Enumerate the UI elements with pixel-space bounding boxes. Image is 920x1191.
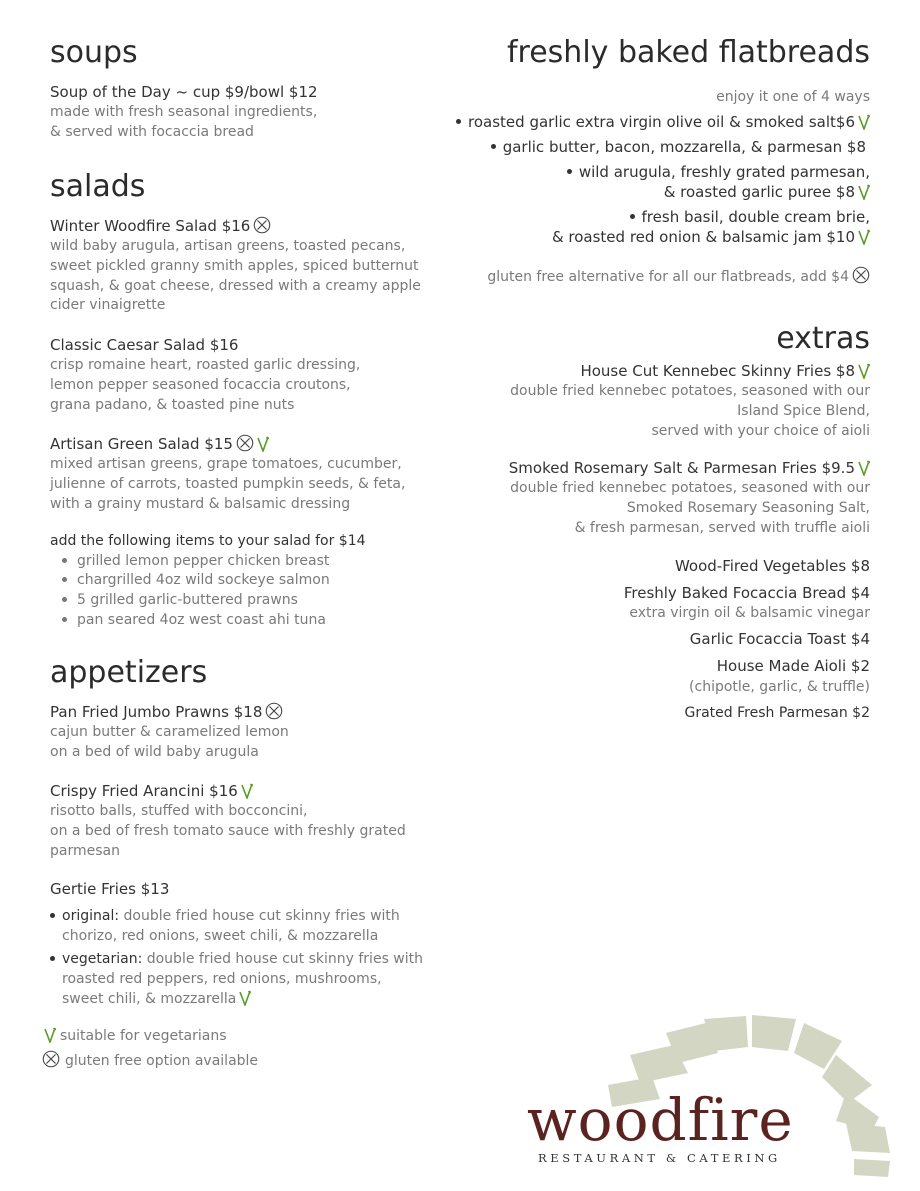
item-desc: julienne of carrots, toasted pumpkin seeds, & feta,: [50, 476, 406, 492]
item-name: Artisan Green Salad $15: [50, 435, 233, 453]
item-skinny-fries: [580, 361, 870, 381]
logo-wordmark: woodfire: [527, 1086, 794, 1154]
flatbread-gf-note: [487, 266, 870, 287]
vegetarian-icon: [239, 990, 251, 1006]
gluten-free-icon: [265, 702, 283, 720]
vegetarian-icon: [858, 184, 870, 200]
note-text: gluten free alternative for all our flatbreads, add $4: [487, 269, 849, 285]
item-desc: with a grainy mustard & balsamic dressing: [50, 496, 351, 512]
item-desc: grana padano, & toasted pine nuts: [50, 397, 295, 413]
addon-item: pan seared 4oz west coast ahi tuna: [50, 610, 326, 630]
option-text: & roasted garlic puree $8: [663, 183, 855, 201]
vegetarian-icon: [858, 363, 870, 379]
gertie-option-vegetarian: [50, 949, 423, 969]
gertie-option-original: [50, 906, 400, 926]
section-title-appetizers: appetizers: [50, 655, 208, 690]
section-title-flatbreads: freshly baked flatbreads: [506, 35, 870, 70]
item-name: Crispy Fried Arancini $16: [50, 782, 238, 800]
item-desc: double fried kennebec potatoes, seasoned with our: [510, 383, 870, 399]
vegetarian-icon: [257, 436, 269, 452]
item-name: Winter Woodfire Salad $16: [50, 217, 251, 235]
item-prawns: [50, 702, 283, 722]
item-aioli: House Made Aioli $2: [716, 657, 870, 675]
gluten-free-icon: [253, 216, 271, 234]
item-garlic-toast: Garlic Focaccia Toast $4: [689, 630, 870, 648]
gluten-free-icon: [852, 266, 870, 284]
option-label: vegetarian:: [62, 951, 143, 967]
flatbread-option: [456, 112, 870, 132]
vegetarian-icon: [241, 783, 253, 799]
item-desc: cider vinaigrette: [50, 297, 166, 313]
item-desc: on a bed of wild baby arugula: [50, 744, 259, 760]
option-text: & roasted red onion & balsamic jam $10: [551, 228, 855, 246]
item-desc: & served with focaccia bread: [50, 124, 254, 140]
item-desc: double fried kennebec potatoes, seasoned with our: [510, 480, 870, 496]
legend-gluten-free: [42, 1050, 258, 1071]
section-title-extras: extras: [776, 321, 870, 356]
item-name: Smoked Rosemary Salt & Parmesan Fries $9.5: [508, 459, 855, 477]
salad-addons-title: add the following items to your salad for $14: [50, 533, 366, 549]
item-caesar-salad: Classic Caesar Salad $16: [50, 336, 239, 354]
item-desc: on a bed of fresh tomato sauce with freshly grated: [50, 823, 406, 839]
vegetarian-icon: [858, 460, 870, 476]
vegetarian-icon: [858, 114, 870, 130]
item-arancini: [50, 781, 253, 801]
item-name: House Cut Kennebec Skinny Fries $8: [580, 362, 855, 380]
option-label: original:: [62, 908, 120, 924]
item-desc: risotto balls, stuffed with bocconcini,: [50, 803, 308, 819]
item-parmesan: Grated Fresh Parmesan $2: [684, 705, 870, 721]
legend-vegetarian: [44, 1026, 227, 1046]
flatbread-option-cont: [664, 182, 870, 202]
item-desc: (chipotle, garlic, & truffle): [689, 679, 870, 695]
item-gertie-fries: Gertie Fries $13: [50, 880, 170, 898]
legend-text: gluten free option available: [65, 1053, 259, 1069]
flatbread-option: wild arugula, freshly grated parmesan,: [567, 162, 870, 182]
option-desc: [62, 989, 251, 1009]
item-desc: sweet pickled granny smith apples, spiced butternut: [50, 258, 419, 274]
item-desc: served with your choice of aioli: [651, 423, 870, 439]
item-desc: mixed artisan greens, grape tomatoes, cucumber,: [50, 456, 402, 472]
item-desc: made with fresh seasonal ingredients,: [50, 104, 318, 120]
vegetarian-icon: [858, 229, 870, 245]
item-desc: parmesan: [50, 843, 120, 859]
addon-item: chargrilled 4oz wild sockeye salmon: [50, 570, 330, 590]
gluten-free-icon: [236, 434, 254, 452]
item-rosemary-fries: [509, 458, 870, 478]
item-desc: wild baby arugula, artisan greens, toasted pecans,: [50, 238, 406, 254]
item-desc: extra virgin oil & balsamic vinegar: [629, 605, 870, 621]
option-text: roasted garlic extra virgin olive oil & smoked salt$6: [468, 113, 855, 131]
item-desc: Island Spice Blend,: [737, 403, 870, 419]
option-desc: roasted red peppers, red onions, mushrooms,: [62, 971, 382, 987]
gluten-free-icon: [42, 1050, 60, 1068]
flatbread-option: garlic butter, bacon, mozzarella, & parmesan $8: [491, 137, 866, 157]
section-title-salads: salads: [50, 169, 146, 204]
flatbread-option: fresh basil, double cream brie,: [630, 207, 870, 227]
addon-item: grilled lemon pepper chicken breast: [50, 551, 329, 571]
item-name: Pan Fried Jumbo Prawns $18: [50, 703, 263, 721]
item-focaccia: Freshly Baked Focaccia Bread $4: [623, 584, 870, 602]
option-desc-text: sweet chili, & mozzarella: [62, 991, 237, 1007]
item-desc: & fresh parmesan, served with truffle aioli: [574, 520, 870, 536]
flatbread-option-cont: [552, 227, 870, 247]
item-desc: cajun butter & caramelized lemon: [50, 724, 289, 740]
item-vegetables: Wood-Fired Vegetables $8: [674, 557, 870, 575]
item-winter-salad: [50, 216, 271, 236]
flatbread-subtitle: enjoy it one of 4 ways: [716, 89, 870, 105]
item-artisan-salad: [50, 434, 269, 454]
addon-item: 5 grilled garlic-buttered prawns: [50, 590, 298, 610]
option-desc: double fried house cut skinny fries with: [146, 951, 424, 967]
logo-tagline: RESTAURANT & CATERING: [538, 1151, 781, 1165]
option-desc: chorizo, red onions, sweet chili, & mozzarella: [62, 928, 379, 944]
item-desc: crisp romaine heart, roasted garlic dressing,: [50, 357, 361, 373]
section-title-soups: soups: [50, 35, 138, 70]
vegetarian-icon: [44, 1027, 56, 1043]
item-soup-of-day: Soup of the Day ~ cup $9/bowl $12: [50, 83, 318, 101]
item-desc: lemon pepper seasoned focaccia croutons,: [50, 377, 351, 393]
option-desc: double fried house cut skinny fries with: [123, 908, 400, 924]
legend-text: suitable for vegetarians: [60, 1028, 227, 1044]
item-desc: squash, & goat cheese, dressed with a creamy apple: [50, 278, 421, 294]
item-desc: Smoked Rosemary Seasoning Salt,: [626, 500, 870, 516]
